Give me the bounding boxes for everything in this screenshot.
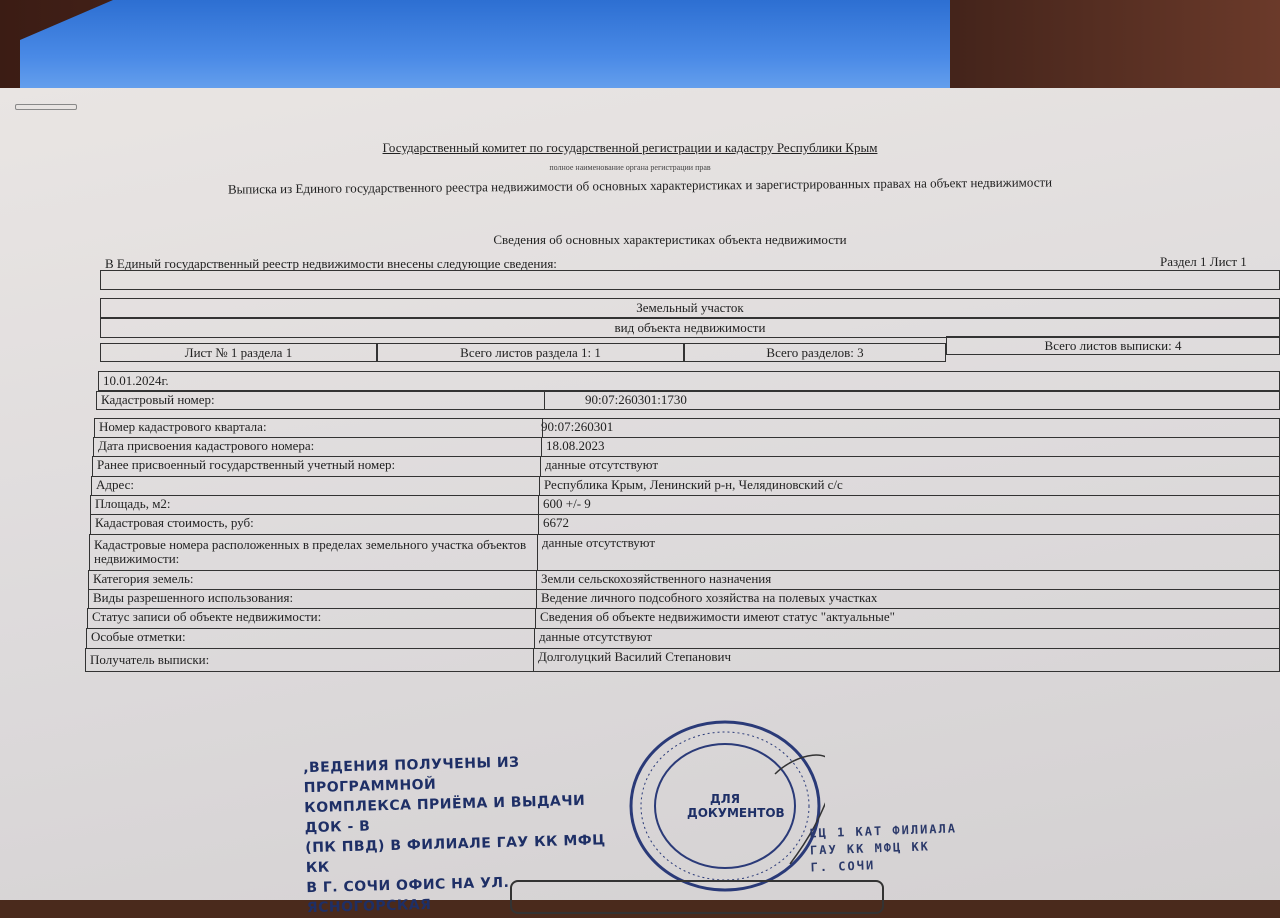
- stamp-line: ,ВЕДЕНИЯ ПОЛУЧЕНЫ ИЗ ПРОГРАММНОЙ: [303, 754, 520, 797]
- stamp-line: В Г. СОЧИ ОФИС НА УЛ. ЯСНОГОРСКАЯ: [306, 874, 510, 917]
- row-label: Номер кадастрового квартала:: [95, 419, 543, 437]
- row-label: Категория земель:: [89, 571, 537, 589]
- table-row: [86, 628, 1280, 648]
- row-value: данные отсутствуют: [542, 535, 656, 550]
- bottom-frame: [510, 880, 884, 914]
- round-seal-icon: [625, 714, 825, 892]
- row-value: Земли сельскохозяйственного назначения: [541, 571, 772, 586]
- row-label: Виды разрешенного использования:: [89, 590, 537, 608]
- table-row: [90, 514, 1280, 534]
- organization-name: Государственный комитет по государственной регистрации и кадастру Республики Крым: [382, 140, 878, 155]
- top-blank-row: [100, 270, 1280, 290]
- stamp-line: ГАУ КК МФЦ КК: [809, 839, 931, 858]
- row-label: Дата присвоения кадастрового номера:: [94, 438, 542, 456]
- row-value: данные отсутствуют: [545, 457, 659, 472]
- staple-mark: [15, 104, 77, 110]
- row-value: данные отсутствуют: [539, 629, 653, 644]
- row-value: [543, 419, 1279, 437]
- cadastral-number-label: Кадастровый номер:: [97, 392, 545, 409]
- row-label: Кадастровая стоимость, руб:: [91, 515, 539, 534]
- table-row: [91, 476, 1280, 495]
- section-title: Сведения об основных характеристиках объекта недвижимости: [493, 232, 847, 247]
- section-reference: Раздел 1 Лист 1: [1160, 254, 1247, 269]
- table-row: [90, 495, 1280, 514]
- row-value: 600 +/- 9: [543, 496, 591, 511]
- seal-center-text: ДЛЯ ДОКУМЕНТОВ: [687, 792, 785, 820]
- row-value: Сведения об объекте недвижимости имеют статус "актуальные": [540, 609, 895, 624]
- table-row: [93, 437, 1280, 456]
- row-value: 18.08.2023: [546, 438, 605, 453]
- sections-total: Всего разделов: 3: [684, 343, 946, 362]
- table-row: [89, 534, 1280, 570]
- sheets-in-section: Всего листов раздела 1: 1: [377, 343, 684, 362]
- document-title: Выписка из Единого государственного реестра недвижимости об основных характеристиках и зарегистрированных правах на объект недвижимости: [227, 174, 1053, 197]
- table-row: [92, 456, 1280, 476]
- row-label: Адрес:: [92, 477, 540, 495]
- row-value: Ведение личного подсобного хозяйства на полевых участках: [541, 590, 878, 605]
- stamp-line: (ПК ПВД) В ФИЛИАЛЕ ГАУ КК МФЦ КК: [305, 832, 606, 877]
- stamp-line: ЕЦ 1 КАТ ФИЛИАЛА: [809, 821, 958, 841]
- branch-stamp: [809, 819, 1011, 877]
- intro-text: В Единый государственный реестр недвижимости внесены следующие сведения:: [105, 256, 557, 271]
- row-label: Особые отметки:: [87, 629, 535, 648]
- row-label: Статус записи об объекте недвижимости:: [88, 609, 536, 628]
- row-value: 6672: [543, 515, 569, 530]
- table-row: [94, 418, 1280, 437]
- row-label: Ранее присвоенный государственный учетный номер:: [93, 457, 541, 476]
- row-value: Республика Крым, Ленинский р-н, Челядиновский с/с: [544, 477, 843, 492]
- row-label: Кадастровые номера расположенных в пределах земельного участка объектов недвижимости:: [90, 535, 538, 570]
- row-value: Долголуцкий Василий Степанович: [538, 649, 732, 664]
- stamp-line: КОМПЛЕКСА ПРИЁМА И ВЫДАЧИ ДОК - В: [304, 792, 586, 837]
- organization-caption: полное наименование органа регистрации прав: [549, 163, 711, 172]
- object-type-caption: вид объекта недвижимости: [100, 318, 1280, 338]
- row-label: Площадь, м2:: [91, 496, 539, 514]
- table-row: [88, 570, 1280, 589]
- cadastral-number-row: [96, 391, 1280, 410]
- row-label: Получатель выписки:: [86, 649, 534, 671]
- table-row: [85, 648, 1280, 672]
- blue-folder: [20, 0, 950, 95]
- row-value-text: 90:07:260301: [541, 419, 614, 434]
- cadastral-number-value: 90:07:260301:1730: [585, 392, 687, 407]
- stamp-line: Г. СОЧИ: [810, 858, 876, 875]
- object-type: Земельный участок: [100, 298, 1280, 318]
- sheet-number: Лист № 1 раздела 1: [100, 343, 377, 362]
- table-row: [87, 608, 1280, 628]
- sheets-total: Всего листов выписки: 4: [946, 336, 1280, 355]
- table-row: [88, 589, 1280, 608]
- extract-date: 10.01.2024г.: [98, 371, 1280, 391]
